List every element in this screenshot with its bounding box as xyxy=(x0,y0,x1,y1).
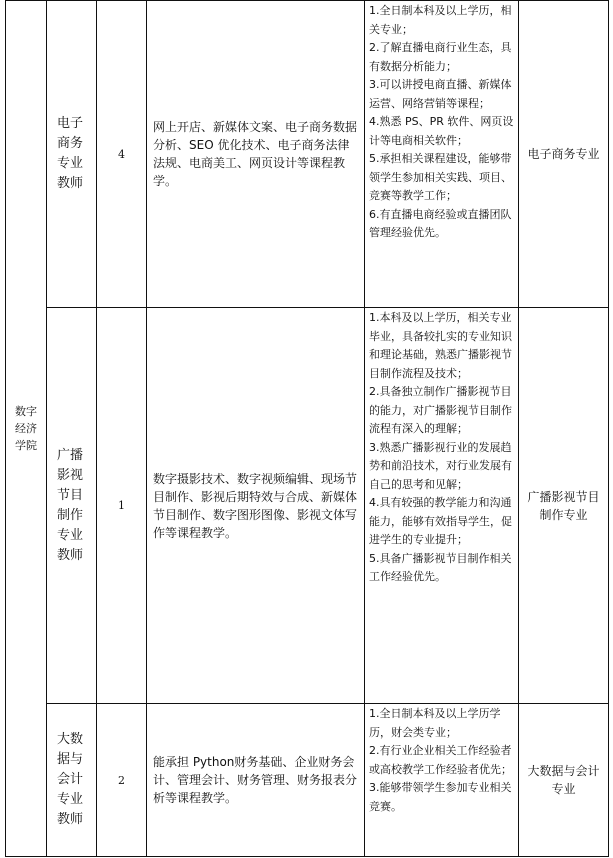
position-requirements xyxy=(365,704,519,857)
requirement-item: 2.具备独立制作广播影视节目的能力，对广播影视节目制作流程有深入的理解； xyxy=(369,385,512,435)
requirement-item: 1.全日制本科及以上学历学历，财会类专业； xyxy=(369,707,501,739)
table-row xyxy=(6,704,609,857)
position-requirements xyxy=(365,1,519,308)
position-duties: 网上开店、新媒体文案、电子商务数据分析、SEO 优化技术、电子商务法律法规、电商美工、网页设计等课程教学。 xyxy=(147,1,365,308)
requirement-item: 4.熟悉 PS、PR 软件、网页设计等电商相关软件； xyxy=(369,115,514,147)
position-title-cell xyxy=(47,704,97,857)
requirement-item: 3.熟悉广播影视行业的发展趋势和前沿技术，对行业发展有自己的思考和见解； xyxy=(369,440,512,491)
position-duties: 能承担 Python财务基础、企业财务会计、管理会计、财务管理、财务报表分析等课程教学。 xyxy=(147,704,365,857)
position-major: 广播影视节目制作专业 xyxy=(519,308,609,704)
position-duties: 数字摄影技术、数字视频编辑、现场节目制作、影视后期特效与合成、新媒体节目制作、数字图形图像、影视文体写作等课程教学。 xyxy=(147,308,365,704)
requirement-item: 2.了解直播电商行业生态，具有数据分析能力； xyxy=(369,41,512,73)
position-count: 1 xyxy=(97,308,147,704)
position-major: 大数据与会计专业 xyxy=(519,704,609,857)
college-cell xyxy=(6,1,47,857)
position-count: 2 xyxy=(97,704,147,857)
requirement-item: 5.具备广播影视节目制作相关工作经验优先。 xyxy=(369,551,512,583)
requirement-item: 2.有行业企业相关工作经验者或高校教学工作经验者优先； xyxy=(369,744,512,776)
requirement-item: 1.全日制本科及以上学历，相关专业； xyxy=(369,4,512,36)
college-name: 数字经济学院 xyxy=(15,405,37,452)
requirement-item: 1.本科及以上学历，相关专业毕业，具备较扎实的专业知识和理论基础，熟悉广播影视节目制作流程及技术； xyxy=(369,311,512,380)
position-title-cell xyxy=(47,308,97,704)
position-major: 电子商务专业 xyxy=(519,1,609,308)
requirement-item: 3.能够带领学生参加专业相关竞赛。 xyxy=(369,781,512,813)
requirement-item: 5.承担相关课程建设，能够带领学生参加相关实践、项目、竞赛等教学工作； xyxy=(369,152,512,202)
position-requirements xyxy=(365,308,519,704)
requirement-item: 4.具有较强的教学能力和沟通能力，能够有效指导学生，促进学生的专业提升； xyxy=(369,496,512,546)
position-count: 4 xyxy=(97,1,147,308)
position-title: 电子商务专业教师 xyxy=(57,116,84,191)
position-title-cell xyxy=(47,1,97,308)
requirement-item: 6.有直播电商经验或直播团队管理经验优先。 xyxy=(369,207,512,239)
table-row xyxy=(6,1,609,308)
job-table xyxy=(5,0,609,857)
position-title: 大数据与会计专业教师 xyxy=(57,732,84,827)
requirement-item: 3.可以讲授电商直播、新媒体运营、网络营销等课程； xyxy=(369,78,512,110)
position-title: 广播影视节目制作专业教师 xyxy=(57,447,84,563)
table-row xyxy=(6,308,609,704)
